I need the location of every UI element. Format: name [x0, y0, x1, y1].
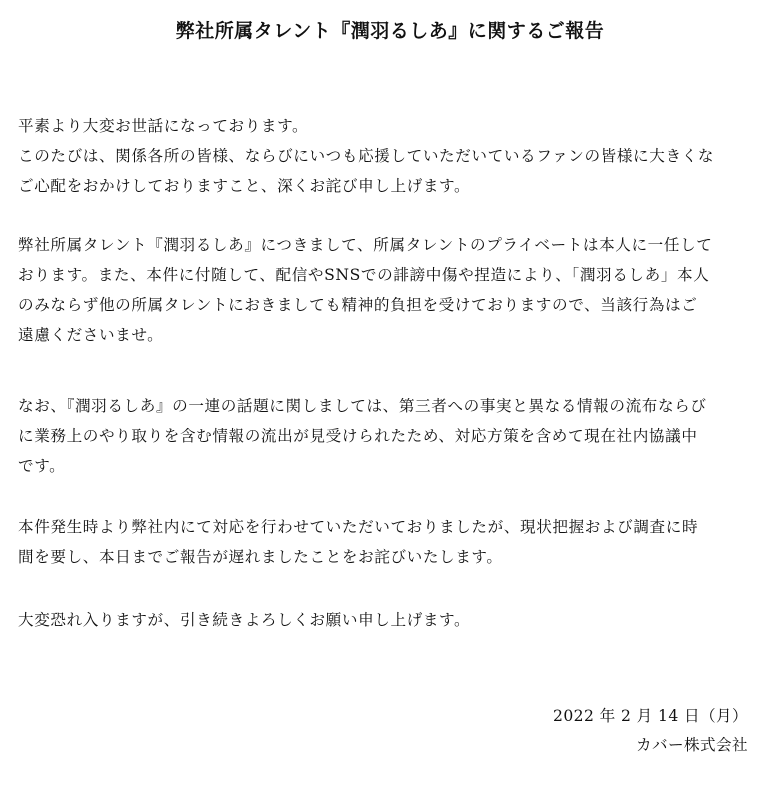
paragraph-line: 弊社所属タレント『潤羽るしあ』につきまして、所属タレントのプライベートは本人に一任して [18, 236, 713, 254]
paragraph-line: なお、『潤羽るしあ』の一連の話題に関しましては、第三者への事実と異なる情報の流布ならび [18, 397, 707, 415]
paragraph-privacy [18, 230, 768, 350]
paragraph-closing [18, 605, 768, 635]
paragraph-line: のみならず他の所属タレントにおきましても精神的負担を受けておりますので、当該行為はご [18, 296, 698, 314]
paragraph-line: 平素より大変お世話になっております。 [18, 117, 309, 135]
paragraph-line: ご心配をおかけしておりますこと、深くお詫び申し上げます。 [18, 177, 471, 195]
paragraph-line: 遠慮くださいませ。 [18, 326, 164, 344]
paragraph-line: 本件発生時より弊社内にて対応を行わせていただいておりましたが、現状把握および調査に時 [18, 518, 699, 536]
paragraph-line: に業務上のやり取りを含む情報の流出が見受けられたため、対応方策を含めて現在社内協議中 [18, 427, 698, 445]
paragraph-apology [18, 512, 768, 572]
paragraph-line: 大変恐れ入りますが、引き続きよろしくお願い申し上げます。 [18, 611, 471, 629]
paragraph-line: です。 [18, 457, 66, 475]
paragraph-investigation [18, 391, 768, 481]
paragraph-line: おります。また、本件に付随して、配信やSNSでの誹謗中傷や捏造により、「潤羽るしあ」本人 [18, 266, 710, 284]
company-name: カバー株式会社 [636, 736, 748, 754]
paragraph-greeting [18, 111, 768, 201]
paragraph-line: 間を要し、本日までご報告が遅れましたことをお詫びいたします。 [18, 548, 503, 566]
paragraph-line: このたびは、関係各所の皆様、ならびにいつも応援していただいているファンの皆様に大きくな [18, 147, 715, 165]
document-title: 弊社所属タレント『潤羽るしあ』に関するご報告 [175, 20, 605, 42]
document-date: 2022 年 2 月 14 日（月） [553, 707, 748, 725]
